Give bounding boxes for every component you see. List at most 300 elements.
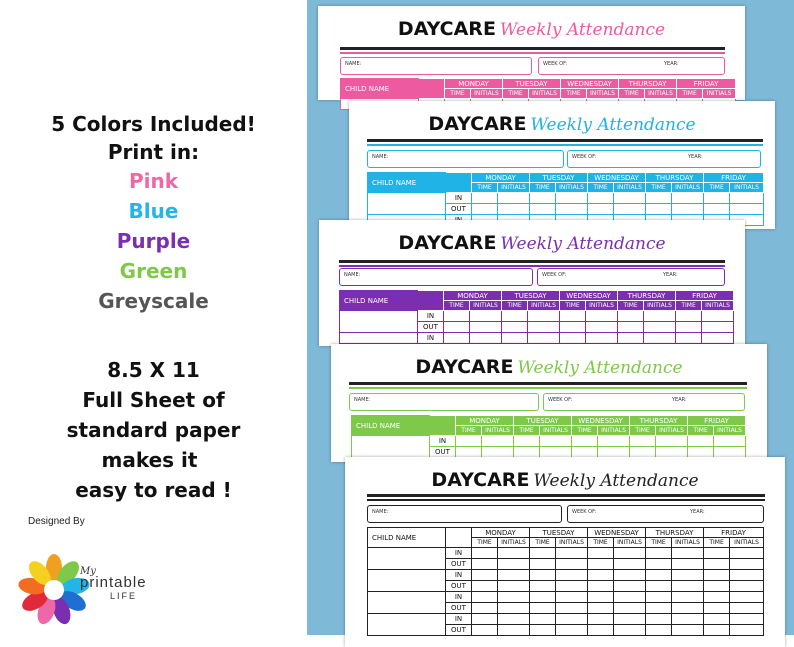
grid-cell — [340, 333, 418, 344]
grid-cell: INITIALS — [644, 301, 676, 311]
grid-cell: INITIALS — [528, 301, 560, 311]
entry-cell — [560, 333, 586, 344]
grid-cell: TIME — [560, 301, 586, 311]
brand-my-text: My — [80, 566, 96, 577]
paper-size-text: 8.5 X 11 — [107, 358, 200, 382]
grid-cell: TIME — [444, 301, 470, 311]
entry-cell — [714, 436, 746, 447]
entry-cell — [676, 311, 702, 322]
entry-cell — [456, 436, 482, 447]
entry-cell — [514, 436, 540, 447]
grid-cell: THURSDAY — [630, 416, 688, 426]
entry-cell — [444, 333, 470, 344]
entry-cell — [528, 311, 560, 322]
entry-cell — [630, 436, 656, 447]
grid-cell — [446, 173, 472, 193]
entry-cell — [472, 570, 498, 581]
grid-cell — [352, 436, 430, 458]
entry-cell — [502, 333, 528, 344]
entry-cell — [472, 548, 498, 559]
entry-cell — [472, 559, 498, 570]
entry-cell — [704, 592, 730, 603]
grid-cell: FRIDAY — [704, 173, 764, 183]
grid-cell: TIME — [646, 538, 672, 548]
grid-cell: INITIALS — [471, 89, 503, 99]
sheet-green — [331, 344, 767, 462]
grid-cell: INITIALS — [703, 89, 736, 99]
grid-cell: FRIDAY — [677, 79, 736, 89]
grid-cell: TIME — [472, 538, 498, 548]
entry-cell — [556, 193, 588, 204]
entry-cell — [588, 614, 614, 625]
grid-cell: INITIALS — [529, 89, 561, 99]
entry-cell — [730, 559, 764, 570]
grid-cell: THURSDAY — [646, 173, 704, 183]
grid-cell: TUESDAY — [503, 79, 561, 89]
grid-cell: INITIALS — [587, 89, 619, 99]
child-name-header: CHILD NAME — [368, 173, 446, 193]
entry-cell — [498, 614, 530, 625]
color-purple-label: Purple — [116, 229, 191, 253]
entry-cell — [646, 204, 672, 215]
entry-cell — [730, 592, 764, 603]
grid-cell: IN — [446, 193, 472, 204]
attendance-grid — [367, 172, 764, 226]
entry-cell — [618, 322, 644, 333]
name-field[interactable]: NAME: — [367, 505, 562, 523]
grid-cell: IN — [418, 311, 444, 322]
color-green-label: Green — [119, 259, 188, 283]
grid-cell: TUESDAY — [530, 173, 588, 183]
grid-cell — [368, 592, 446, 614]
grid-cell — [419, 79, 445, 99]
entry-cell — [704, 204, 730, 215]
week-field[interactable]: WEEK OF: YEAR: — [543, 393, 745, 411]
grid-cell — [368, 548, 446, 570]
week-field[interactable]: WEEK OF: YEAR: — [538, 57, 725, 75]
grid-cell: INITIALS — [714, 426, 746, 436]
entry-cell — [588, 570, 614, 581]
grid-cell: TIME — [704, 538, 730, 548]
name-field[interactable]: NAME: — [339, 268, 533, 286]
grid-cell: INITIALS — [730, 183, 764, 193]
sheet-blue — [349, 101, 775, 229]
entry-cell — [530, 193, 556, 204]
grid-cell: INITIALS — [656, 426, 688, 436]
colors-included-text: 5 Colors Included! — [51, 112, 256, 136]
brand-printable-text: printable — [80, 574, 147, 591]
desc-line-2: standard paper — [66, 418, 241, 442]
week-field[interactable]: WEEK OF: YEAR: — [567, 150, 761, 168]
entry-cell — [672, 193, 704, 204]
grid-cell: INITIALS — [614, 183, 646, 193]
sheet-title: DAYCARE Weekly Attendance — [415, 356, 683, 378]
name-field[interactable]: NAME: — [340, 57, 532, 75]
entry-cell — [498, 570, 530, 581]
entry-cell — [704, 559, 730, 570]
entry-cell — [498, 592, 530, 603]
grid-cell: OUT — [430, 447, 456, 458]
entry-cell — [646, 603, 672, 614]
entry-cell — [540, 447, 572, 458]
entry-cell — [646, 592, 672, 603]
entry-cell — [676, 333, 702, 344]
entry-cell — [614, 193, 646, 204]
grid-cell: INITIALS — [645, 89, 677, 99]
grid-cell: WEDNESDAY — [588, 173, 646, 183]
grid-cell: IN — [446, 592, 472, 603]
child-name-header: CHILD NAME — [352, 416, 430, 436]
grid-cell — [430, 416, 456, 436]
entry-cell — [618, 333, 644, 344]
entry-cell — [556, 625, 588, 636]
sheet-pink — [318, 6, 745, 100]
entry-cell — [482, 447, 514, 458]
entry-cell — [586, 333, 618, 344]
sheet-purple — [319, 220, 745, 346]
grid-cell: TIME — [619, 89, 645, 99]
entry-cell — [530, 581, 556, 592]
entry-cell — [730, 570, 764, 581]
entry-cell — [646, 559, 672, 570]
entry-cell — [588, 625, 614, 636]
entry-cell — [530, 603, 556, 614]
entry-cell — [672, 614, 704, 625]
entry-cell — [702, 333, 734, 344]
entry-cell — [614, 548, 646, 559]
entry-cell — [530, 592, 556, 603]
entry-cell — [502, 311, 528, 322]
grid-cell: OUT — [446, 559, 472, 570]
color-blue-label: Blue — [128, 199, 179, 223]
entry-cell — [672, 548, 704, 559]
entry-cell — [672, 559, 704, 570]
entry-cell — [702, 322, 734, 333]
entry-cell — [472, 614, 498, 625]
color-greyscale-label: Greyscale — [98, 289, 209, 313]
grid-cell: WEDNESDAY — [560, 291, 618, 301]
grid-cell: TIME — [704, 183, 730, 193]
sheets-preview — [307, 0, 794, 635]
grid-cell: TIME — [561, 89, 587, 99]
grid-cell: INITIALS — [730, 538, 764, 548]
entry-cell — [598, 436, 630, 447]
entry-cell — [588, 559, 614, 570]
grid-cell: INITIALS — [470, 301, 502, 311]
entry-cell — [730, 193, 764, 204]
color-pink-label: Pink — [128, 169, 179, 193]
entry-cell — [702, 311, 734, 322]
entry-cell — [586, 311, 618, 322]
entry-cell — [704, 193, 730, 204]
entry-cell — [644, 311, 676, 322]
entry-cell — [588, 581, 614, 592]
grid-cell: TIME — [588, 538, 614, 548]
entry-cell — [598, 447, 630, 458]
grid-cell: TIME — [456, 426, 482, 436]
entry-cell — [614, 570, 646, 581]
grid-cell: THURSDAY — [646, 528, 704, 538]
grid-cell: IN — [418, 333, 444, 344]
grid-cell: TIME — [530, 183, 556, 193]
entry-cell — [588, 603, 614, 614]
entry-cell — [530, 204, 556, 215]
grid-cell: WEDNESDAY — [572, 416, 630, 426]
entry-cell — [556, 603, 588, 614]
grid-cell: FRIDAY — [676, 291, 734, 301]
entry-cell — [588, 592, 614, 603]
grid-cell — [446, 528, 472, 548]
entry-cell — [540, 436, 572, 447]
entry-cell — [472, 581, 498, 592]
entry-cell — [572, 447, 598, 458]
entry-cell — [470, 311, 502, 322]
grid-cell: TIME — [572, 426, 598, 436]
entry-cell — [656, 447, 688, 458]
grid-cell: OUT — [446, 625, 472, 636]
grid-cell: IN — [430, 436, 456, 447]
entry-cell — [614, 204, 646, 215]
entry-cell — [714, 447, 746, 458]
grid-cell: INITIALS — [540, 426, 572, 436]
entry-cell — [646, 570, 672, 581]
child-name-header: CHILD NAME — [368, 528, 446, 548]
entry-cell — [560, 322, 586, 333]
grid-cell: INITIALS — [498, 538, 530, 548]
name-field[interactable]: NAME: — [367, 150, 564, 168]
grid-cell: WEDNESDAY — [588, 528, 646, 538]
grid-cell: IN — [446, 614, 472, 625]
entry-cell — [472, 193, 498, 204]
entry-cell — [704, 548, 730, 559]
title-sub: Weekly Attendance — [499, 20, 666, 40]
entry-cell — [644, 333, 676, 344]
entry-cell — [472, 204, 498, 215]
grid-cell — [368, 614, 446, 636]
desc-line-4: easy to read ! — [75, 478, 232, 502]
entry-cell — [646, 193, 672, 204]
entry-cell — [472, 592, 498, 603]
entry-cell — [672, 204, 704, 215]
grid-cell: INITIALS — [482, 426, 514, 436]
entry-cell — [672, 592, 704, 603]
grid-cell: WEDNESDAY — [561, 79, 619, 89]
entry-cell — [646, 548, 672, 559]
grid-cell: MONDAY — [472, 528, 530, 538]
grid-cell — [418, 291, 444, 311]
grid-cell: INITIALS — [672, 538, 704, 548]
grid-cell: MONDAY — [472, 173, 530, 183]
week-field[interactable]: WEEK OF: YEAR: — [567, 505, 764, 523]
grid-cell: TIME — [646, 183, 672, 193]
entry-cell — [556, 614, 588, 625]
grid-cell: FRIDAY — [704, 528, 764, 538]
attendance-grid — [367, 527, 764, 636]
grid-cell: INITIALS — [498, 183, 530, 193]
entry-cell — [730, 204, 764, 215]
entry-cell — [498, 548, 530, 559]
grid-cell: TIME — [472, 183, 498, 193]
entry-cell — [470, 322, 502, 333]
entry-cell — [528, 322, 560, 333]
entry-cell — [556, 581, 588, 592]
entry-cell — [656, 436, 688, 447]
entry-cell — [472, 625, 498, 636]
promo-panel — [0, 0, 307, 635]
grid-cell: INITIALS — [702, 301, 734, 311]
grid-cell: TUESDAY — [502, 291, 560, 301]
desc-line-1: Full Sheet of — [82, 388, 225, 412]
child-name-header: CHILD NAME — [341, 79, 419, 99]
grid-cell: IN — [446, 570, 472, 581]
entry-cell — [556, 559, 588, 570]
grid-cell: TIME — [677, 89, 703, 99]
name-field[interactable]: NAME: — [349, 393, 539, 411]
grid-cell: TUESDAY — [530, 528, 588, 538]
grid-cell: TIME — [676, 301, 702, 311]
grid-cell: OUT — [446, 581, 472, 592]
grid-cell: TIME — [445, 89, 471, 99]
entry-cell — [498, 625, 530, 636]
entry-cell — [630, 447, 656, 458]
entry-cell — [730, 548, 764, 559]
entry-cell — [644, 322, 676, 333]
sheet-title: DAYCARE Weekly Attendance — [428, 113, 696, 135]
entry-cell — [588, 548, 614, 559]
child-name-header: CHILD NAME — [340, 291, 418, 311]
grid-cell: TIME — [503, 89, 529, 99]
entry-cell — [456, 447, 482, 458]
entry-cell — [556, 204, 588, 215]
grid-cell: INITIALS — [586, 301, 618, 311]
entry-cell — [646, 614, 672, 625]
entry-cell — [614, 625, 646, 636]
desc-line-3: makes it — [101, 448, 198, 472]
entry-cell — [672, 581, 704, 592]
grid-cell: OUT — [418, 322, 444, 333]
entry-cell — [530, 548, 556, 559]
grid-cell: TIME — [514, 426, 540, 436]
attendance-grid — [339, 290, 734, 344]
entry-cell — [676, 322, 702, 333]
entry-cell — [498, 581, 530, 592]
entry-cell — [530, 625, 556, 636]
entry-cell — [730, 614, 764, 625]
entry-cell — [514, 447, 540, 458]
week-field[interactable]: WEEK OF: YEAR: — [537, 268, 725, 286]
grid-cell: TUESDAY — [514, 416, 572, 426]
entry-cell — [672, 625, 704, 636]
entry-cell — [614, 603, 646, 614]
grid-cell — [368, 570, 446, 592]
entry-cell — [528, 333, 560, 344]
grid-cell: INITIALS — [672, 183, 704, 193]
grid-cell: INITIALS — [556, 183, 588, 193]
entry-cell — [672, 603, 704, 614]
grid-cell: MONDAY — [445, 79, 503, 89]
grid-cell: THURSDAY — [619, 79, 677, 89]
grid-cell: INITIALS — [614, 538, 646, 548]
entry-cell — [588, 204, 614, 215]
attendance-grid — [351, 415, 746, 458]
entry-cell — [672, 570, 704, 581]
grid-cell: OUT — [446, 204, 472, 215]
entry-cell — [498, 559, 530, 570]
entry-cell — [646, 625, 672, 636]
entry-cell — [614, 592, 646, 603]
grid-cell: FRIDAY — [688, 416, 746, 426]
entry-cell — [560, 311, 586, 322]
entry-cell — [470, 333, 502, 344]
entry-cell — [688, 447, 714, 458]
entry-cell — [704, 603, 730, 614]
entry-cell — [556, 592, 588, 603]
entry-cell — [530, 559, 556, 570]
entry-cell — [614, 581, 646, 592]
grid-cell: TIME — [630, 426, 656, 436]
entry-cell — [472, 603, 498, 614]
entry-cell — [530, 614, 556, 625]
entry-cell — [444, 311, 470, 322]
grid-cell: TIME — [688, 426, 714, 436]
grid-cell: TIME — [502, 301, 528, 311]
entry-cell — [704, 625, 730, 636]
entry-cell — [444, 322, 470, 333]
entry-cell — [730, 603, 764, 614]
grid-cell: IN — [446, 548, 472, 559]
grid-cell: TIME — [618, 301, 644, 311]
entry-cell — [704, 581, 730, 592]
entry-cell — [730, 625, 764, 636]
entry-cell — [556, 570, 588, 581]
entry-cell — [646, 581, 672, 592]
entry-cell — [614, 559, 646, 570]
entry-cell — [556, 548, 588, 559]
grid-cell: MONDAY — [444, 291, 502, 301]
entry-cell — [502, 322, 528, 333]
brand-life-text: LIFE — [110, 591, 138, 601]
sheet-title: DAYCARE Weekly Attendance — [431, 469, 699, 491]
print-in-text: Print in: — [107, 140, 200, 164]
entry-cell — [588, 193, 614, 204]
grid-cell — [340, 311, 418, 333]
entry-cell — [572, 436, 598, 447]
entry-cell — [618, 311, 644, 322]
title-main: DAYCARE — [397, 18, 496, 40]
entry-cell — [586, 322, 618, 333]
entry-cell — [530, 570, 556, 581]
grid-cell: MONDAY — [456, 416, 514, 426]
grid-cell: TIME — [588, 183, 614, 193]
entry-cell — [482, 436, 514, 447]
entry-cell — [688, 436, 714, 447]
entry-cell — [498, 193, 530, 204]
entry-cell — [730, 581, 764, 592]
designed-by-text: Designed By — [28, 516, 85, 527]
grid-cell: THURSDAY — [618, 291, 676, 301]
entry-cell — [704, 614, 730, 625]
sheet-greyscale — [345, 457, 785, 647]
grid-cell: INITIALS — [556, 538, 588, 548]
entry-cell — [498, 603, 530, 614]
grid-cell: INITIALS — [598, 426, 630, 436]
grid-cell: TIME — [530, 538, 556, 548]
grid-cell — [368, 193, 446, 215]
sheet-title: DAYCARE Weekly Attendance — [398, 232, 666, 254]
sheet-title — [318, 18, 745, 40]
entry-cell — [614, 614, 646, 625]
grid-cell: OUT — [446, 603, 472, 614]
